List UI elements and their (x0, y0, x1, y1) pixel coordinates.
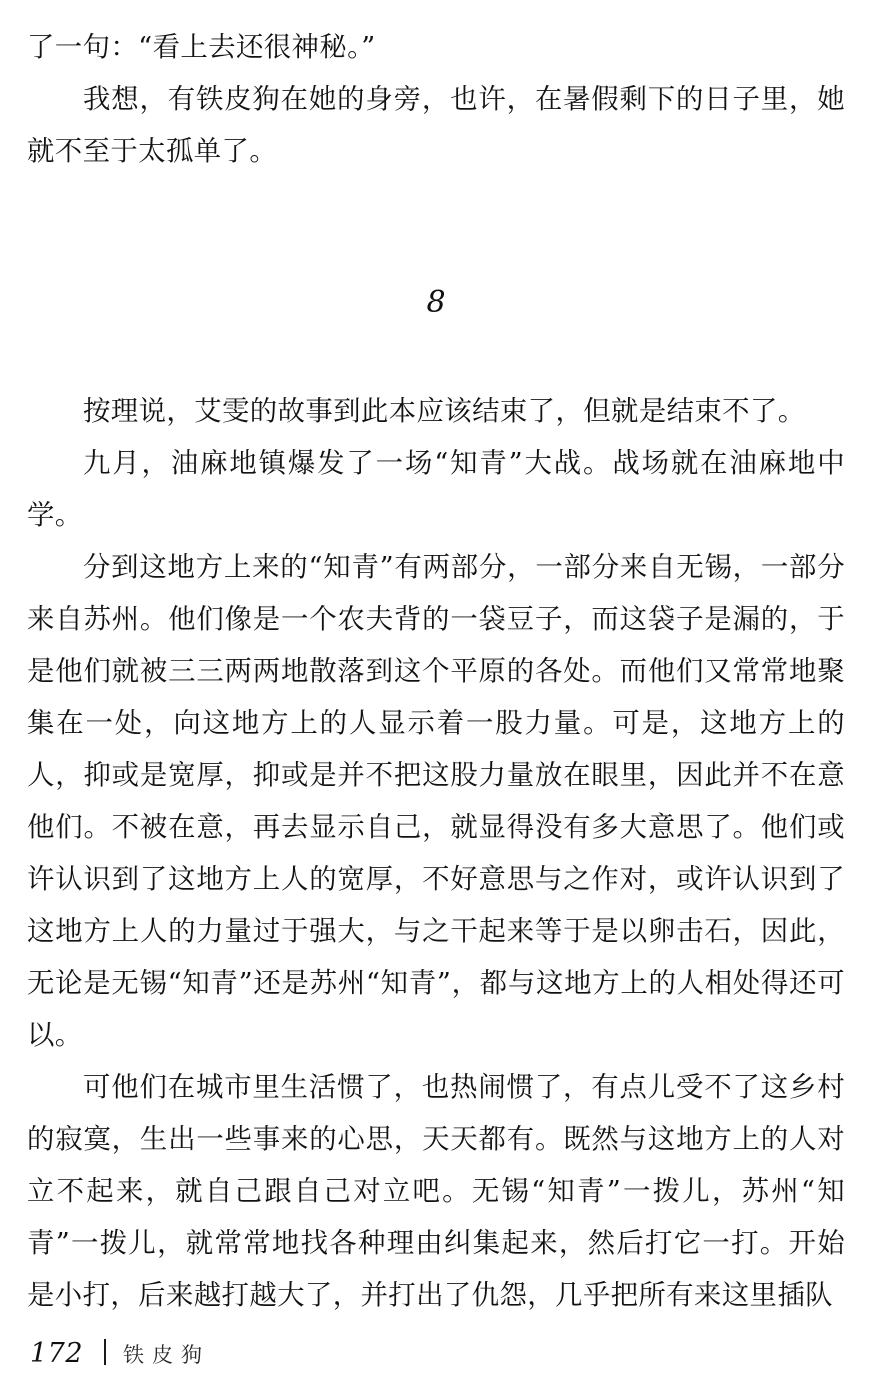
section-gap-below (27, 324, 845, 386)
page-number: 172 (30, 1338, 84, 1369)
paragraph-body: 分到这地方上来的“知青”有两部分，一部分来自无锡，一部分来自苏州。他们像是一个农夫背的一袋豆子，而这袋子是漏的，于是他们就被三三两两地散落到这个平原的各处。而他们又常常地聚集在一处，向这地方上的人显示着一股力量。可是，这地方上的人，抑或是宽厚，抑或是并不把这股力量放在眼里，因此并不在意他们。不被在意，再去显示自己，就显得没有多大意思了。他们或许认识到了这地方上人的宽厚，不好意思与之作对，或许认识到了这地方上人的力量过于强大，与之干起来等于是以卵击石，因此，无论是无锡“知青”还是苏州“知青”，都与这地方上的人相处得还可以。 (27, 552, 845, 1051)
paragraph-body: 我想，有铁皮狗在她的身旁，也许，在暑假剩下的日子里，她就不至于太孤单了。 (27, 84, 845, 167)
paragraph-body: 按理说，艾雯的故事到此本应该结束了，但就是结束不了。 (83, 396, 806, 427)
paragraph-continuation: 了一句：“看上去还很神秘。” (27, 32, 376, 63)
book-title: 铁皮狗 (123, 1343, 211, 1367)
page-footer (30, 1336, 210, 1369)
paragraph-body: 九月，油麻地镇爆发了一场“知青”大战。战场就在油麻地中学。 (27, 448, 845, 531)
section-number: 8 (426, 285, 446, 320)
footer-divider (104, 1339, 106, 1365)
section-gap-above (27, 178, 845, 282)
top-spacer (27, 0, 845, 22)
paragraph-body: 可他们在城市里生活惯了，也热闹惯了，有点儿受不了这乡村的寂寞，生出一些事来的心思，天天都有。既然与这地方上的人对立不起来，就自己跟自己对立吧。无锡“知青”一拨儿，苏州“知青”一拨儿，就常常地找各种理由纠集起来，然后打它一打。开始是小打，后来越打越大了，并打出了仇怨，几乎把所有来这里插队 (27, 1072, 845, 1311)
text-column (27, 0, 845, 1322)
